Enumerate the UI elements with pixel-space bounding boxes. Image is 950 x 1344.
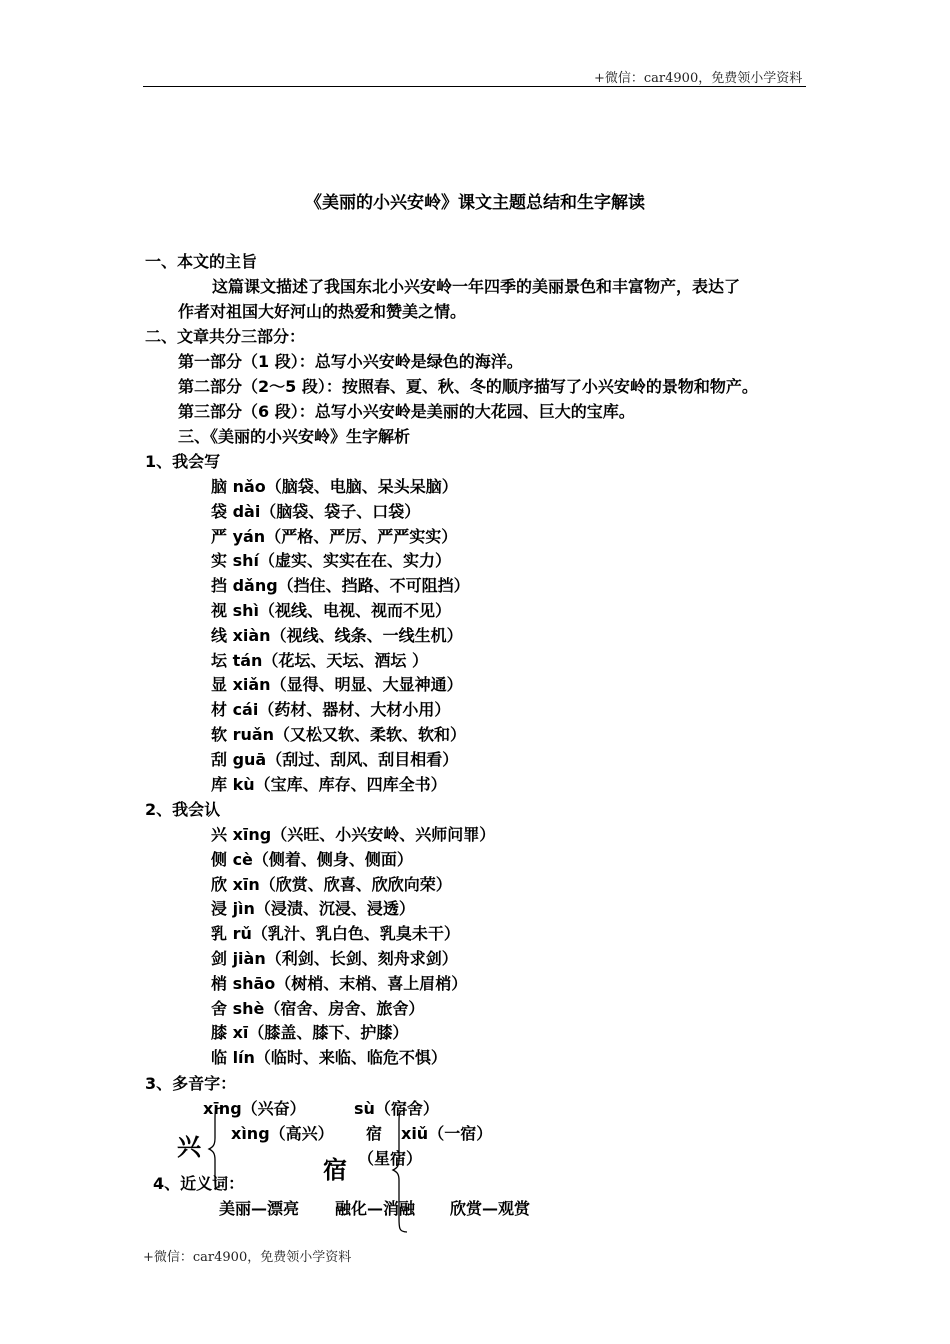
list-item: 刮 guā（刮过、刮风、刮目相看） — [211, 749, 459, 769]
list-item: 脑 nǎo（脑袋、电脑、呆头呆脑） — [211, 477, 458, 496]
list-item: 显 xiǎn（显得、明显、大显神通） — [211, 675, 463, 695]
list-item: 临 lín（临时、来临、临危不惧） — [211, 1048, 447, 1068]
part-item: 第二部分（2～5 段）：按照春、夏、秋、冬的顺序描写了小兴安岭的景物和物产。 — [178, 377, 758, 396]
list-item: 剑 jiàn（利剑、长剑、刻舟求剑） — [211, 948, 458, 968]
main-idea-line-1: 这篇课文描述了我国东北小兴安岭一年四季的美丽景色和丰富物产，表达了 — [212, 277, 741, 296]
part-item: 第一部分（1 段）：总写小兴安岭是绿色的海洋。 — [178, 352, 523, 371]
part-item: 第三部分（6 段）：总写小兴安岭是美丽的大花园、巨大的宝库。 — [178, 402, 635, 421]
list-item: 视 shì（视线、电视、视而不见） — [211, 600, 451, 620]
list-item: 线 xiàn（视线、线条、一线生机） — [211, 625, 463, 645]
polyphone-su-reading-2: xiǔ（一宿） — [401, 1124, 493, 1143]
list-item: 乳 rǔ（乳汁、乳白色、乳臭未干） — [211, 924, 460, 944]
polyphone-su-reading-3: （星宿） — [358, 1149, 423, 1168]
list-item: 挡 dǎng（挡住、挡路、不可阻挡） — [211, 576, 470, 596]
write-list — [211, 475, 470, 797]
subheading-synonyms: 4、近义词： — [153, 1174, 245, 1193]
polyphone-su-reading-1: sù（宿舍） — [354, 1099, 439, 1118]
polyphone-char-xing: 兴 — [177, 1133, 201, 1161]
list-item: 坛 tán（花坛、天坛、酒坛 ） — [211, 650, 428, 670]
synonym-pair: 欣赏—观赏 — [450, 1199, 531, 1218]
synonym-pair: 美丽—漂亮 — [219, 1199, 300, 1218]
list-item: 材 cái（药材、器材、大材小用） — [211, 700, 451, 720]
subheading-recognize: 2、我会认 — [145, 800, 221, 819]
list-item: 袋 dài（脑袋、袋子、口袋） — [211, 501, 421, 521]
list-item: 浸 jìn（浸渍、沉浸、浸透） — [211, 899, 415, 919]
recognize-list — [211, 823, 495, 1071]
page-header: +微信：car4900，免费领小学资料 — [594, 71, 803, 86]
list-item: 软 ruǎn（又松又软、柔软、软和） — [211, 724, 467, 744]
list-item: 库 kù（宝库、库存、四库全书） — [211, 774, 447, 794]
polyphone-char-su-big: 宿 — [323, 1156, 347, 1184]
list-item: 梢 shāo（树梢、末梢、喜上眉梢） — [211, 973, 468, 993]
page-footer: +微信：car4900，免费领小学资料 — [143, 1250, 352, 1265]
polyphone-xing-reading-1: xīng（兴奋） — [203, 1099, 306, 1118]
section-heading-parts: 二、文章共分三部分： — [145, 327, 306, 346]
polyphone-char-su-small: 宿 — [366, 1124, 383, 1143]
polyphone-xing-reading-2: xìng（高兴） — [231, 1124, 334, 1143]
header-rule — [143, 86, 806, 87]
list-item: 侧 cè（侧着、侧身、侧面） — [211, 849, 413, 869]
subheading-write: 1、我会写 — [145, 452, 221, 471]
list-item: 实 shí（虚实、实实在在、实力） — [211, 551, 451, 571]
page-title: 《美丽的小兴安岭》课文主题总结和生字解读 — [305, 193, 645, 213]
subheading-polyphone: 3、多音字： — [145, 1074, 237, 1093]
list-item: 舍 shè（宿舍、房舍、旅舍） — [211, 998, 425, 1018]
list-item: 欣 xīn（欣赏、欣喜、欣欣向荣） — [211, 874, 452, 894]
list-item: 兴 xīng（兴旺、小兴安岭、兴师问罪） — [211, 825, 496, 844]
main-idea-line-2: 作者对祖国大好河山的热爱和赞美之情。 — [178, 302, 467, 321]
section-heading-characters: 三、《美丽的小兴安岭》生字解析 — [178, 427, 411, 446]
list-item: 严 yán（严格、严厉、严严实实） — [211, 526, 458, 546]
synonym-pair: 融化—消融 — [335, 1199, 416, 1218]
section-heading-main-idea: 一、本文的主旨 — [145, 252, 258, 271]
list-item: 膝 xī（膝盖、膝下、护膝） — [211, 1023, 409, 1043]
